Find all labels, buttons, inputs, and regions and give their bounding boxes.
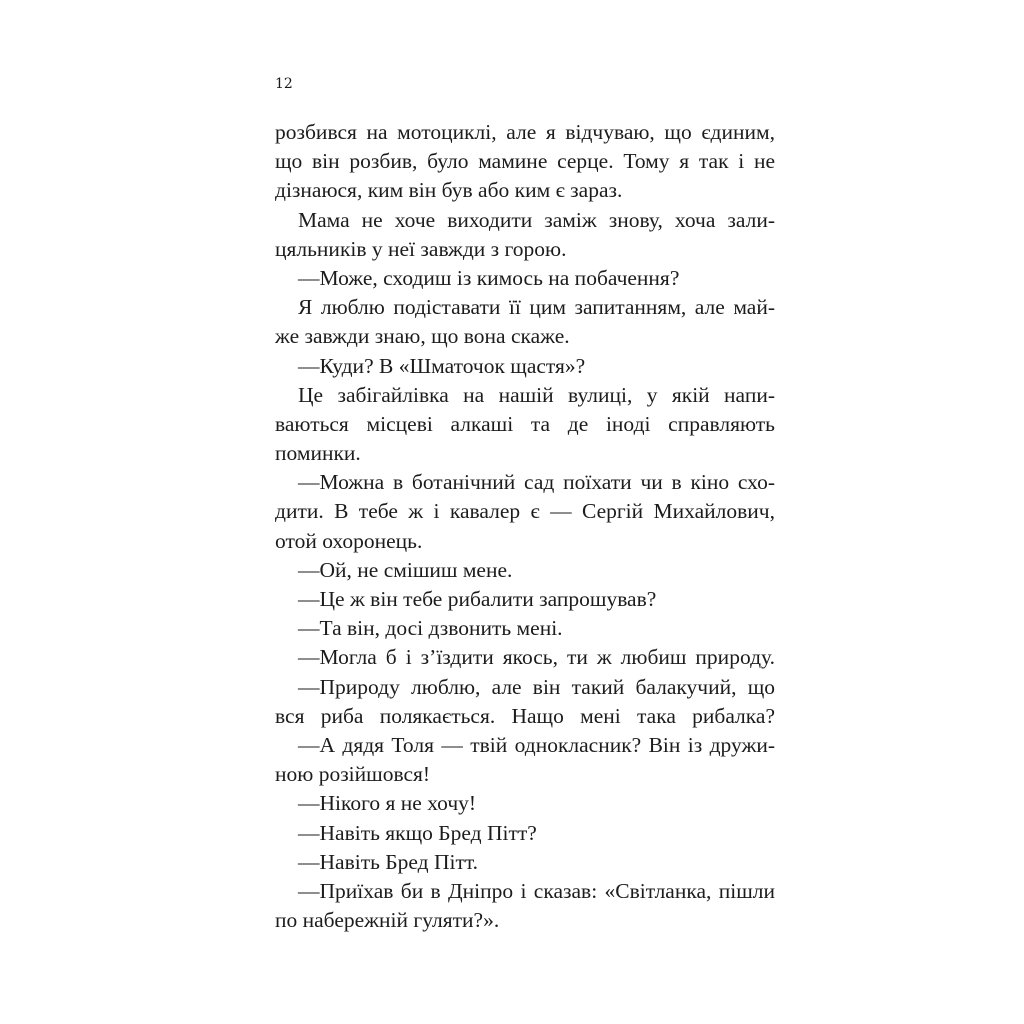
text-line: отой охоронець. (275, 528, 423, 553)
text-line: —Та він, досі дзвонить мені. (298, 616, 563, 641)
text-line: —Навіть Бред Пітт. (298, 849, 478, 874)
text-line: поминки. (275, 441, 361, 466)
text-line: —Можна в ботанічний сад поїхати чи в кіно схо- (298, 470, 775, 495)
text-line: —Природу люблю, але він такий балакучий, що (298, 674, 775, 699)
body-text (275, 118, 775, 935)
text-line: вся риба полякається. Нащо мені така рибалка? (275, 703, 775, 728)
text-line: Це забігайлівка на нашій вулиці, у якій напи- (298, 382, 775, 407)
page-number: 12 (275, 76, 293, 92)
text-line: розбився на мотоциклі, але я відчуваю, що єдиним, (275, 120, 775, 144)
text-line: —Приїхав би в Дніпро і сказав: «Світланка, пішли (298, 878, 775, 903)
text-line: дізнаюся, ким він був або ким є зараз. (275, 178, 623, 203)
text-line: ваються місцеві алкаші та де іноді справляють (275, 411, 775, 436)
text-line: Мама не хоче виходити заміж знову, хоча зали- (298, 207, 775, 232)
text-line: —Куди? В «Шматочок щастя»? (298, 353, 586, 378)
text-line: —Може, сходиш із кимось на побачення? (298, 265, 680, 290)
text-line: —Ой, не смішиш мене. (298, 557, 513, 582)
text-line: —Це ж він тебе рибалити запрошував? (298, 587, 657, 611)
text-line: же завжди знаю, що вона скаже. (275, 324, 570, 349)
text-line: цяльників у неї завжди з горою. (275, 236, 567, 261)
text-line: що він розбив, було мамине серце. Тому я так і не (275, 149, 775, 174)
text-line: —Навіть якщо Бред Пітт? (298, 820, 537, 845)
text-line: —Могла б і з’їздити якось, ти ж любиш природу. (298, 645, 775, 670)
text-line: Я люблю подіставати її цим запитанням, але май- (298, 295, 775, 320)
text-line: дити. В тебе ж і кавалер є — Сергій Михайлович, (275, 499, 775, 524)
text-line: ною розійшовся! (275, 762, 431, 787)
text-line: по набережній гуляти?». (275, 908, 500, 933)
text-line: —Нікого я не хочу! (298, 791, 477, 816)
text-line: —А дядя Толя — твій однокласник? Він із дружи- (298, 732, 775, 757)
